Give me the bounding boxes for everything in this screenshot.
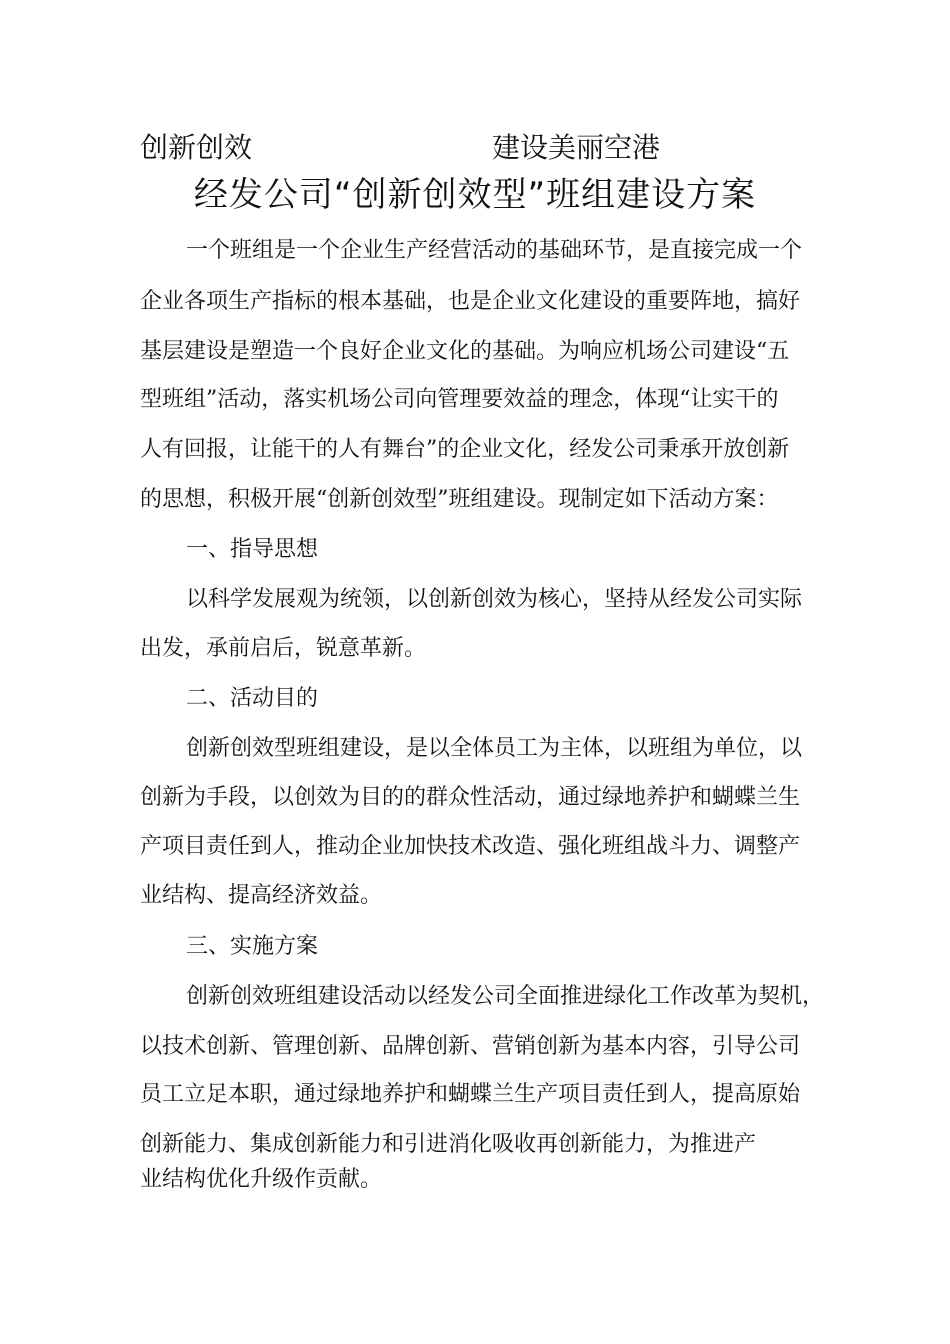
paragraph-line: 创新创效班组建设活动以经发公司全面推进绿化工作改革为契机， (186, 984, 825, 1009)
paragraph-line: 创新能力、集成创新能力和引进消化吸收再创新能力，为推进产 (140, 1132, 757, 1157)
slogan-header (140, 128, 670, 168)
document-title: 经发公司“创新创效型”班组建设方案 (193, 175, 757, 215)
paragraph-line: 的思想，积极开展“创新创效型”班组建设。现制定如下活动方案： (140, 487, 779, 512)
paragraph-line: 以技术创新、管理创新、品牌创新、营销创新为基本内容，引导公司 (140, 1034, 801, 1059)
paragraph-line: 型班组”活动，落实机场公司向管理要效益的理念，体现“让实干的 (140, 387, 779, 412)
slogan-left: 创新创效 (140, 131, 253, 164)
paragraph-line: 业结构、提高经济效益。 (140, 883, 383, 908)
paragraph-line: 出发，承前启后，锐意革新。 (140, 636, 427, 661)
paragraph-line: 创新创效型班组建设，是以全体员工为主体，以班组为单位，以 (186, 736, 803, 761)
paragraph-line: 企业各项生产指标的根本基础，也是企业文化建设的重要阵地，搞好 (140, 289, 801, 314)
paragraph-line: 基层建设是塑造一个良好企业文化的基础。为响应机场公司建设“五 (140, 339, 790, 364)
paragraph-line: 以科学发展观为统领，以创新创效为核心，坚持从经发公司实际 (186, 587, 803, 612)
paragraph-line: 一个班组是一个企业生产经营活动的基础环节，是直接完成一个 (186, 238, 803, 263)
paragraph-line: 员工立足本职，通过绿地养护和蝴蝶兰生产项目责任到人，提高原始 (140, 1082, 801, 1107)
section-heading-guiding-thought: 一、指导思想 (186, 537, 319, 562)
slogan-right: 建设美丽空港 (492, 131, 661, 164)
paragraph-line: 人有回报，让能干的人有舞台”的企业文化，经发公司秉承开放创新 (140, 437, 790, 462)
section-heading-activity-purpose: 二、活动目的 (186, 686, 319, 711)
section-heading-implementation-plan: 三、实施方案 (186, 934, 319, 959)
paragraph-line: 产项目责任到人，推动企业加快技术改造、强化班组战斗力、调整产 (140, 834, 801, 859)
paragraph-line: 创新为手段，以创效为目的的群众性活动，通过绿地养护和蝴蝶兰生 (140, 785, 801, 810)
paragraph-line: 业结构优化升级作贡献。 (140, 1167, 383, 1192)
